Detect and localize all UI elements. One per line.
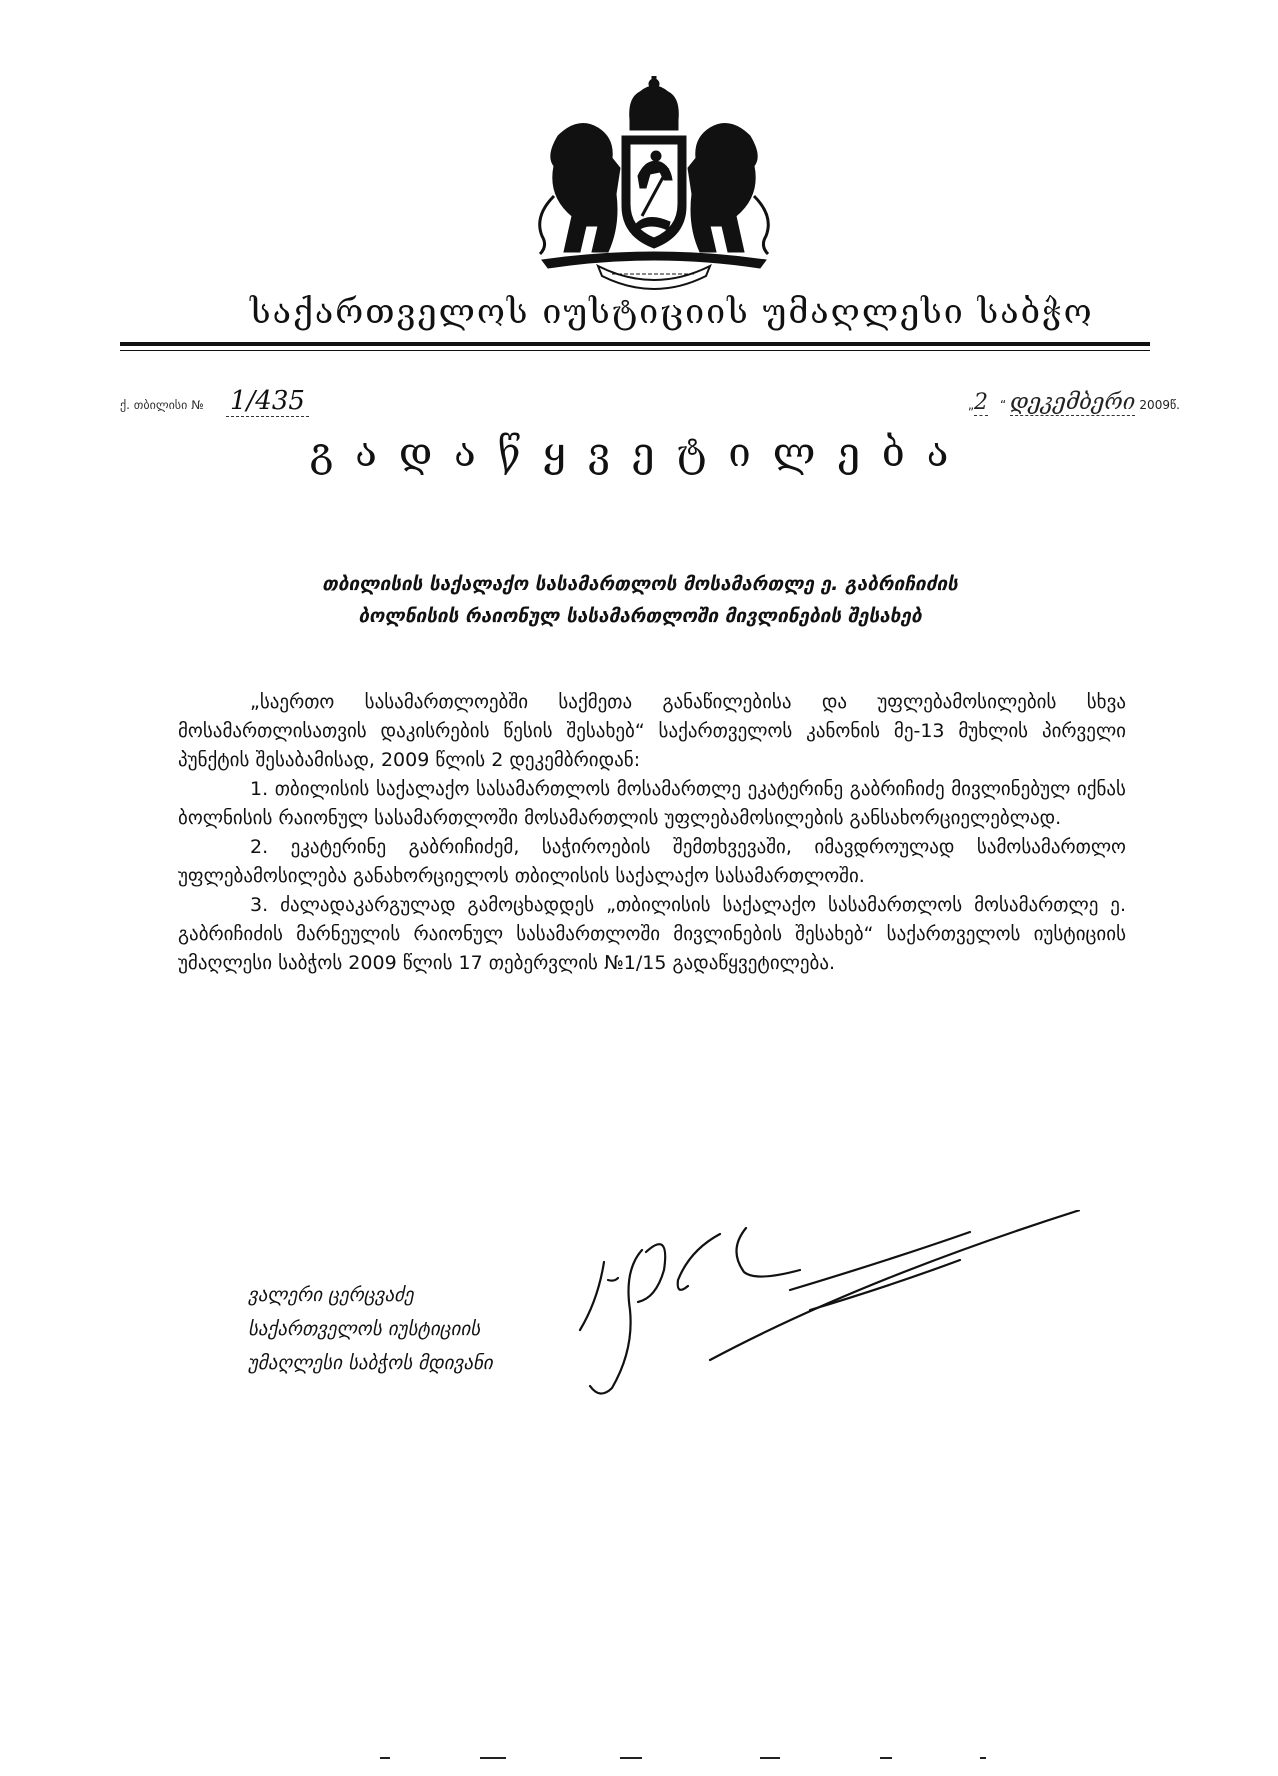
signer-position-line-1: საქართველოს იუსტიციის [248,1318,481,1340]
header-rule-thick [120,342,1150,346]
registration-number: 1/435 [226,386,309,417]
date-day: 2 [974,390,989,415]
coat-of-arms-emblem [528,76,780,294]
document-body [178,688,1126,978]
registration-label: ქ. თბილისი № [120,398,204,412]
handwritten-signature [560,1210,1080,1400]
header-rule-thin [120,350,1150,351]
body-paragraph-1: 1. თბილისის საქალაქო სასამართლოს მოსამართლე ეკატერინე გაბრიჩიძე მივლინებულ იქნას ბოლნისის რაიონულ სასამართლოში მოსამართლის უფლებამოსილების განსახორციელებლად. [178,778,1126,829]
footer-scan-marks [380,1756,1000,1760]
document-title: გადაწყვეტილება [309,430,971,476]
signer-block [248,1278,493,1380]
subject-line-2: ბოლნისის რაიონულ სასამართლოში მივლინების შესახებ [358,605,922,627]
body-paragraph-intro: „საერთო სასამართლოებში საქმეთა განაწილებისა და უფლებამოსილების სხვა მოსამართლისათვის დაკისრების წესის შესახებ“ საქართველოს კანონის მე-13 მუხლის პირველი პუნქტის შესაბამისად, 2009 წლის 2 დეკემბრიდან: [178,691,1126,771]
body-paragraph-2: 2. ეკატერინე გაბრიჩიძემ, საჭიროების შემთხვევაში, იმავდროულად სამოსამართლო უფლებამოსილება განახორციელოს თბილისის საქალაქო სასამართლოში. [178,836,1126,887]
signer-position-line-2: უმაღლესი საბჭოს მდივანი [248,1352,493,1374]
subject-line-1: თბილისის საქალაქო სასამართლოს მოსამართლე ე. გაბრიჩიძის [322,573,958,595]
date-month: დეკემბერი [1010,390,1136,415]
body-paragraph-3: 3. ძალადაკარგულად გამოცხადდეს „თბილისის საქალაქო სასამართლოს მოსამართლე ე. გაბრიჩიძის მარნეულის რაიონულ სასამართლოში მივლინების შესახებ“ საქართველოს იუსტიციის უმაღლესი საბჭოს 2009 წლის 17 თებერვლის №1/15 გადაწყვეტილება. [178,894,1126,974]
document-subject [180,568,1100,632]
document-date: „2 “ დეკემბერი 2009წ. [967,390,1180,415]
date-year: 2009წ. [1139,398,1180,412]
organization-title: საქართველოს იუსტიციის უმაღლესი საბჭო [250,292,1094,332]
signer-name: ვალერი ცერცვაძე [248,1284,414,1306]
